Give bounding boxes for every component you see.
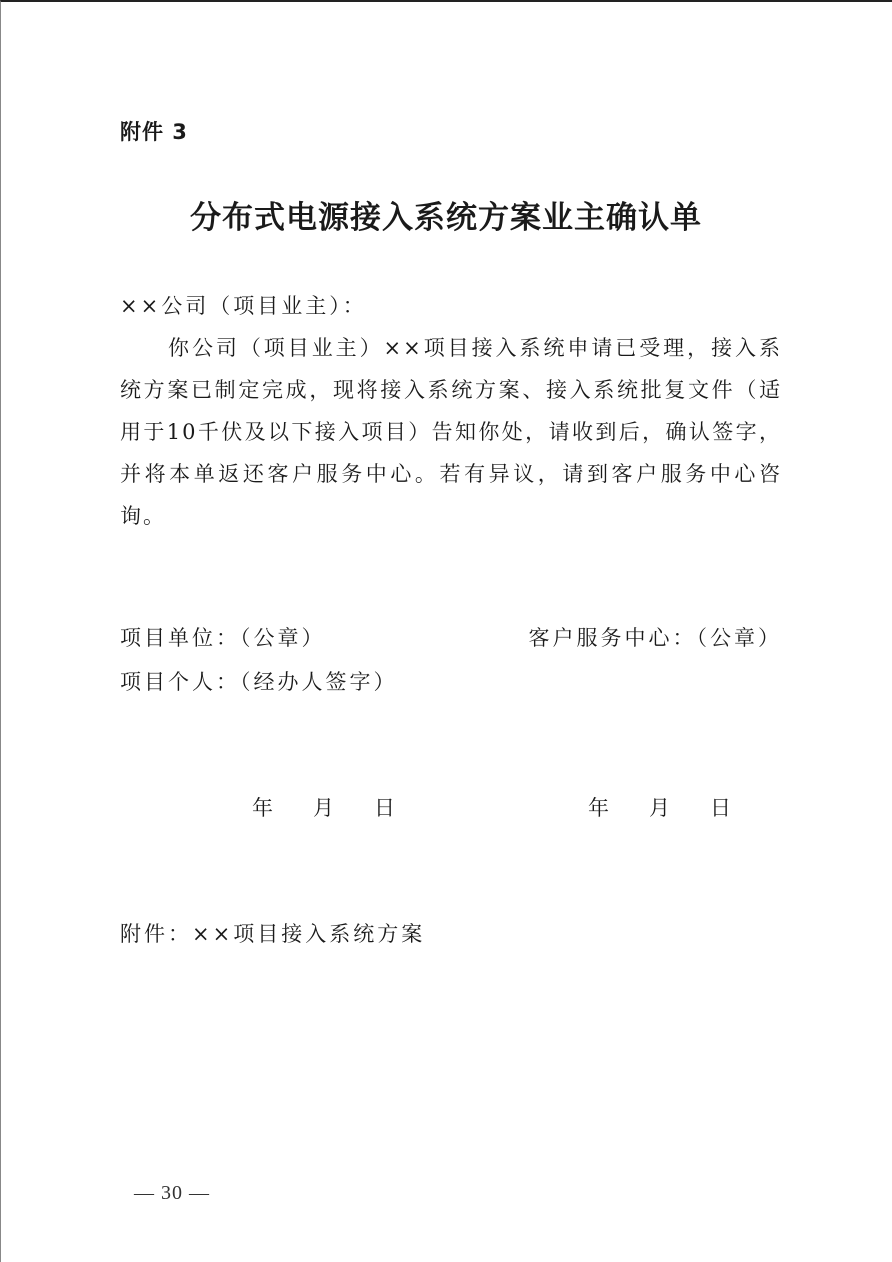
date-right (588, 792, 731, 822)
date-left-month: 月 (313, 796, 334, 820)
footer-attachment: 附件：××项目接入系统方案 (120, 922, 426, 946)
project-individual-signature: 项目个人：（经办人签字） (120, 670, 398, 694)
date-left-year: 年 (252, 796, 273, 820)
date-right-year: 年 (588, 796, 609, 820)
page-number: — 30 — (134, 1182, 210, 1204)
salutation: ××公司（项目业主）： (120, 294, 367, 318)
signature-row-2 (120, 666, 782, 696)
attachment-label: 附件 3 (120, 120, 188, 144)
date-left (252, 792, 395, 822)
date-right-month: 月 (649, 796, 670, 820)
document-title: 分布式电源接入系统方案业主确认单 (190, 200, 702, 236)
project-unit-seal: 项目单位：（公章） (120, 626, 326, 650)
signature-row-1 (120, 622, 782, 652)
service-center-seal: 客户服务中心：（公章） (528, 626, 782, 650)
body-block (120, 285, 782, 537)
date-left-day: 日 (374, 796, 395, 820)
body-paragraph: 你公司（项目业主）××项目接入系统申请已受理，接入系统方案已制定完成，现将接入系统方案、接入系统批复文件（适用于10千伏及以下接入项目）告知你处，请收到后，确认签字，并将本单返还客户服务中心。若有异议，请到客户服务中心咨询。 (120, 336, 782, 528)
date-right-day: 日 (710, 796, 731, 820)
